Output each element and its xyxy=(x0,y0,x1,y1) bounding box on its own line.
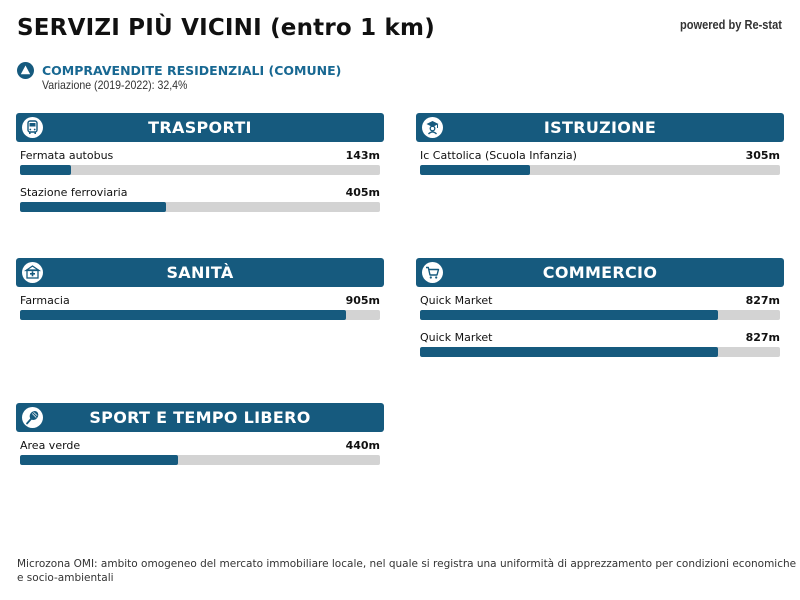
distance-bar-fill xyxy=(420,165,530,175)
transactions-change: Variazione (2019-2022): 32,4% xyxy=(42,78,188,92)
distance-bar-track xyxy=(420,347,780,357)
list-item xyxy=(416,287,784,324)
section-trasporti xyxy=(16,113,384,216)
service-distance: 827m xyxy=(745,294,780,307)
distance-bar-track xyxy=(20,202,380,212)
list-item xyxy=(16,179,384,216)
service-distance: 305m xyxy=(745,149,780,162)
service-name: Farmacia xyxy=(20,294,70,307)
distance-bar-fill xyxy=(420,347,718,357)
list-item xyxy=(16,432,384,469)
service-distance: 143m xyxy=(345,149,380,162)
distance-bar-track xyxy=(420,165,780,175)
transactions-label: COMPRAVENDITE RESIDENZIALI (COMUNE) xyxy=(42,63,342,78)
section-title: COMMERCIO xyxy=(542,263,658,282)
section-header xyxy=(416,258,784,287)
distance-bar-track xyxy=(20,165,380,175)
list-item xyxy=(16,142,384,179)
graduate-icon xyxy=(422,117,443,138)
service-name: Quick Market xyxy=(420,294,493,307)
distance-bar-track xyxy=(420,310,780,320)
section-sanita xyxy=(16,258,384,324)
section-header xyxy=(16,403,384,432)
section-header xyxy=(16,258,384,287)
section-istruzione xyxy=(416,113,784,179)
service-name: Quick Market xyxy=(420,331,493,344)
section-sport xyxy=(16,403,384,469)
section-header xyxy=(16,113,384,142)
bus-icon xyxy=(22,117,43,138)
distance-bar-fill xyxy=(20,202,166,212)
list-item xyxy=(416,142,784,179)
section-header xyxy=(416,113,784,142)
section-title: SANITÀ xyxy=(166,263,234,282)
service-name: Area verde xyxy=(20,439,81,452)
hospital-icon xyxy=(22,262,43,283)
distance-bar-fill xyxy=(20,165,71,175)
service-name: Ic Cattolica (Scuola Infanzia) xyxy=(420,149,577,162)
tennis-racket-icon xyxy=(22,407,43,428)
distance-bar-track xyxy=(20,310,380,320)
distance-bar-fill xyxy=(20,310,346,320)
section-commercio xyxy=(416,258,784,361)
section-title: TRASPORTI xyxy=(148,118,252,137)
service-distance: 405m xyxy=(345,186,380,199)
distance-bar-fill xyxy=(420,310,718,320)
section-title: ISTRUZIONE xyxy=(543,118,657,137)
service-name: Stazione ferroviaria xyxy=(20,186,128,199)
triangle-up-icon xyxy=(17,62,34,79)
distance-bar-track xyxy=(20,455,380,465)
service-distance: 440m xyxy=(345,439,380,452)
section-title: SPORT E TEMPO LIBERO xyxy=(89,408,311,427)
list-item xyxy=(416,324,784,361)
service-distance: 905m xyxy=(345,294,380,307)
distance-bar-fill xyxy=(20,455,178,465)
shopping-cart-icon xyxy=(422,262,443,283)
omi-footnote: Microzona OMI: ambito omogeneo del mercato immobiliare locale, nel quale si registra una uniformità di apprezzamento per condizioni economiche e socio-ambientali xyxy=(17,558,797,584)
service-distance: 827m xyxy=(745,331,780,344)
list-item xyxy=(16,287,384,324)
powered-by-label: powered by Re-stat xyxy=(680,17,782,32)
page-title: SERVIZI PIÙ VICINI (entro 1 km) xyxy=(17,15,435,41)
service-name: Fermata autobus xyxy=(20,149,114,162)
